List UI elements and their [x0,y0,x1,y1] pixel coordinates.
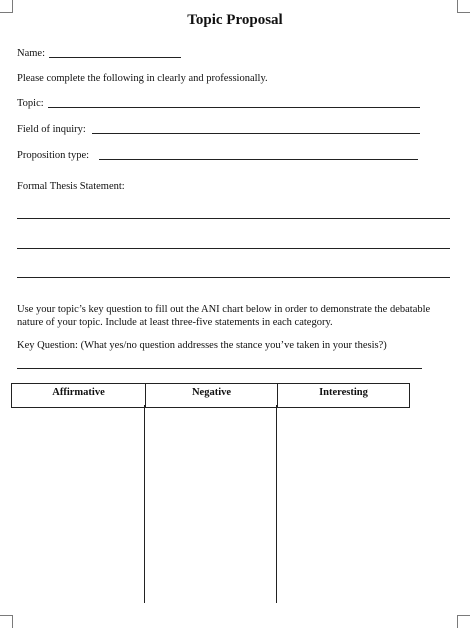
key-question-line[interactable] [17,368,422,369]
ani-header-negative: Negative [146,384,278,408]
topic-label: Topic: [17,98,44,109]
name-label: Name: [17,48,45,59]
crop-mark-bottom-left [0,615,13,628]
thesis-line-2[interactable] [17,248,450,249]
thesis-line-1[interactable] [17,218,450,219]
field-of-inquiry-label: Field of inquiry: [17,124,86,135]
instruction-text: Please complete the following in clearly and professionally. [17,73,268,84]
ani-instructions: Use your topic’s key question to fill out the ANI chart below in order to demonstrate the debatable nature of your topic. Include at least three-five statements in each category. [17,304,431,328]
key-question-label: Key Question: (What yes/no question addresses the stance you’ve taken in your thesis?) [17,340,387,351]
ani-column-divider-2 [276,405,277,603]
ani-header-interesting: Interesting [278,384,410,408]
topic-field-line[interactable] [48,107,420,108]
thesis-line-3[interactable] [17,277,450,278]
proposition-type-label: Proposition type: [17,150,90,161]
ani-column-divider-1 [144,405,145,603]
crop-mark-bottom-right [457,615,470,628]
field-of-inquiry-line[interactable] [92,133,420,134]
page-title: Topic Proposal [187,12,283,28]
ani-chart [11,383,410,408]
name-field-line[interactable] [49,57,181,58]
proposition-type-line[interactable] [99,159,418,160]
ani-header-affirmative: Affirmative [12,384,146,408]
thesis-label: Formal Thesis Statement: [17,181,125,192]
